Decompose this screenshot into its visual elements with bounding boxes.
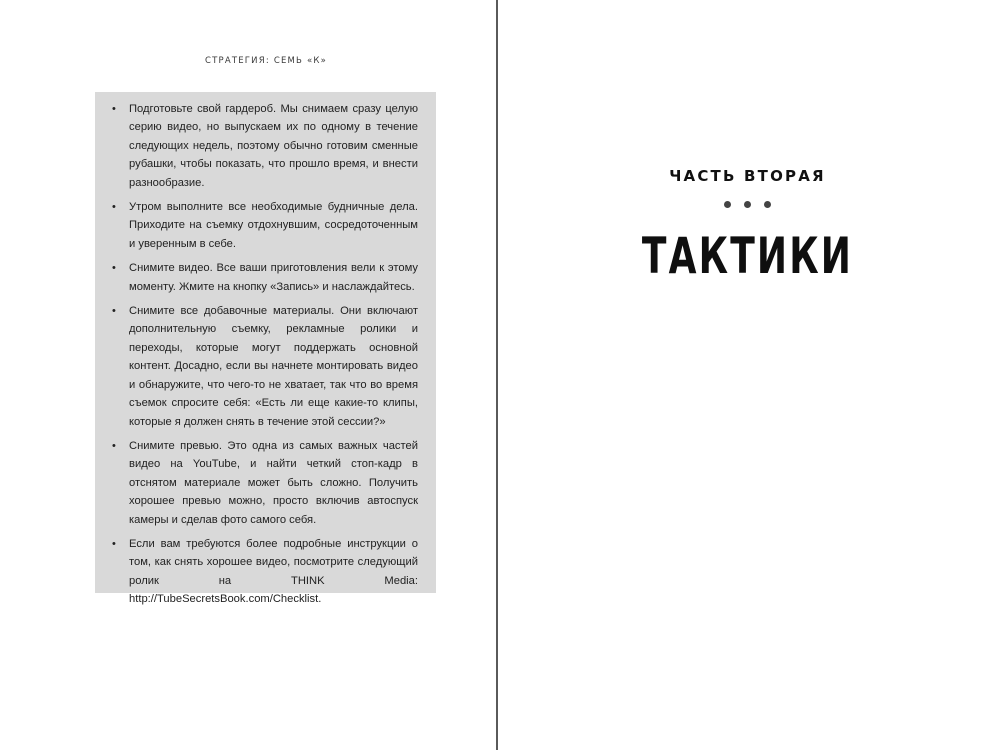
checklist-item xyxy=(109,259,418,296)
checklist xyxy=(109,100,418,609)
bullet-icon: • xyxy=(112,439,116,452)
bullet-icon: • xyxy=(112,262,116,275)
part-title: ТАКТИКИ xyxy=(641,227,854,285)
running-head: СТРАТЕГИЯ: СЕМЬ «К» xyxy=(204,56,328,66)
bullet-icon: • xyxy=(112,201,116,214)
checklist-item xyxy=(109,100,418,192)
dot-icon xyxy=(764,201,771,208)
checklist-item-text: Если вам требуются более подробные инструкции о том, как снять хорошее видео, посмотрите следующий ролик на THINK Media: http://TubeSecretsBook.com/Checklist. xyxy=(129,537,418,606)
bullet-icon: • xyxy=(112,537,116,550)
dot-icon xyxy=(724,201,731,208)
checklist-item-text: Подготовьте свой гардероб. Мы снимаем сразу целую серию видео, но выпускаем их по одному в течение следующих недель, поэтому обычно готовим сменные рубашки, чтобы показать, что прошло время, и внести разнообразие. xyxy=(129,103,418,189)
checklist-item-text: Утром выполните все необходимые будничные дела. Приходите на съемку отдохнувшим, сосредоточенным и уверенным в себе. xyxy=(129,201,418,250)
bullet-icon: • xyxy=(112,103,116,115)
part-label: ЧАСТЬ ВТОРАЯ xyxy=(669,167,826,185)
checklist-item-text: Снимите все добавочные материалы. Они включают дополнительную съемку, рекламные ролики и переходы, которые могут поддержать основной контент. Досадно, если вы начнете монтировать видео и обнаружите, что чего-то не хватает, так что во время съемок спросите себя: «Есть ли еще какие-то клипы, которые я должен снять в течение этой сессии?» xyxy=(129,305,418,428)
checklist-item-text: Снимите видео. Все ваши приготовления вели к этому моменту. Жмите на кнопку «Запись» и наслаждайтесь. xyxy=(129,262,418,293)
checklist-item xyxy=(109,198,418,253)
left-page xyxy=(0,0,496,750)
checklist-item-text: Снимите превью. Это одна из самых важных частей видео на YouTube, и найти четкий стоп-кадр в отснятом материале может быть сложно. Получить хорошее превью можно, просто включив автоспуск камеры и сделав фото самого себя. xyxy=(129,439,418,526)
bullet-icon: • xyxy=(112,305,116,318)
checklist-box xyxy=(95,92,436,606)
checklist-item xyxy=(109,437,418,529)
checklist-item xyxy=(109,535,418,609)
checklist-item xyxy=(109,302,418,431)
dot-icon xyxy=(744,201,751,208)
right-page xyxy=(498,0,997,750)
ornament-dots xyxy=(498,201,997,208)
